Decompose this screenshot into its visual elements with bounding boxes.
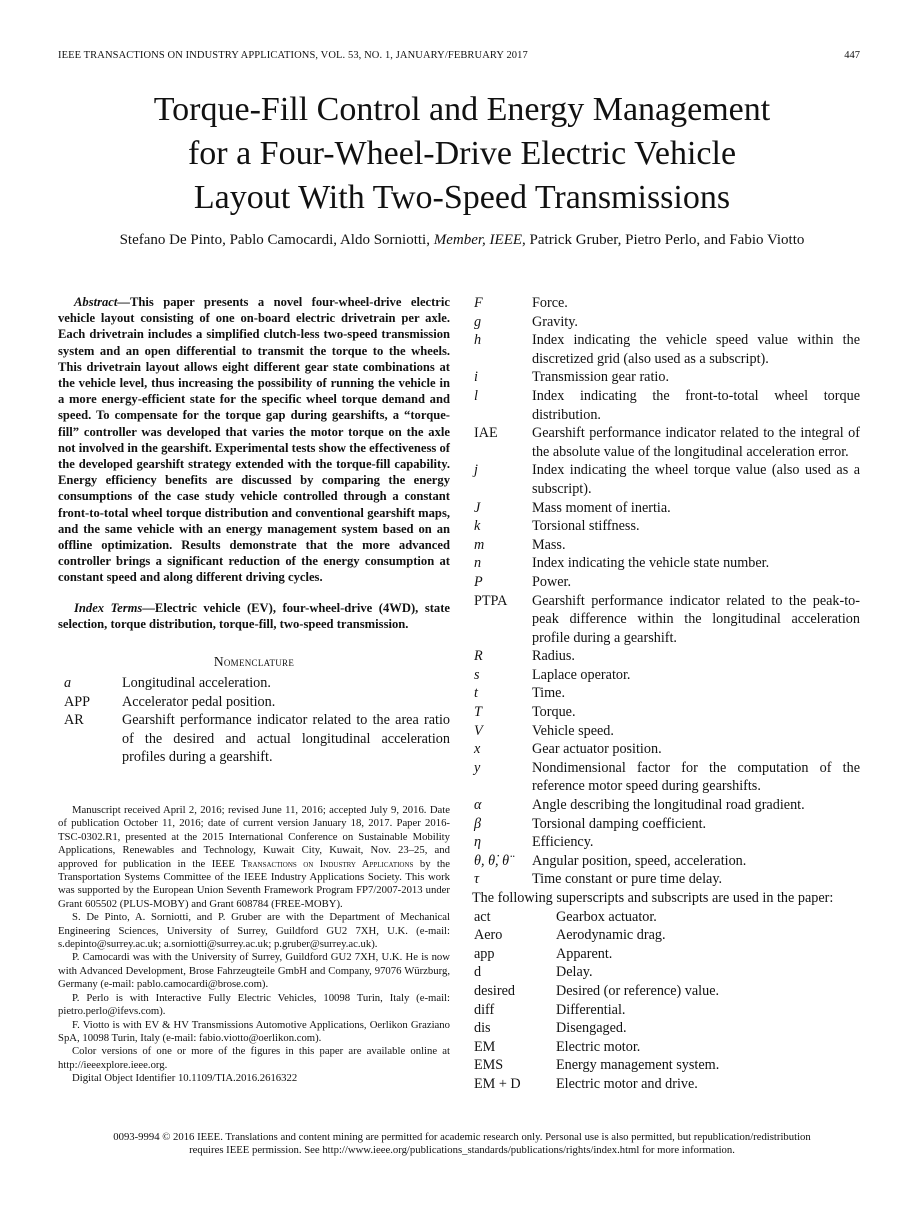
author-list: [40, 230, 884, 250]
nomenclature-row: [472, 796, 860, 815]
nomenclature-symbol: h: [474, 332, 482, 349]
nomenclature-symbol: i: [474, 369, 478, 386]
nomenclature-symbol: T: [474, 704, 482, 721]
nomenclature-row: [472, 536, 860, 555]
nomenclature-definition: Differential.: [556, 1001, 626, 1018]
nomenclature-definition: Energy management system.: [556, 1057, 720, 1074]
nomenclature-symbol: diff: [474, 1001, 495, 1018]
nomenclature-row: [472, 313, 860, 332]
nomenclature-list-right: [472, 294, 860, 889]
nomenclature-definition: Force.: [532, 295, 568, 311]
copyright-notice: [40, 1131, 884, 1158]
nomenclature-definition: Aerodynamic drag.: [556, 927, 666, 944]
nomenclature-symbol: j: [474, 462, 478, 479]
title-line-1: Torque-Fill Control and Energy Management: [153, 91, 771, 128]
abstract-label: Abstract—: [74, 295, 130, 309]
nomenclature-definition: Gearshift performance indicator related to the area ratio of the desired and actual longitudinal acceleration profiles during a gearshift.: [122, 712, 450, 766]
nomenclature-row: [472, 517, 860, 536]
nomenclature-symbol: V: [474, 722, 483, 739]
nomenclature-symbol: θ, θ̇, θ̈: [474, 852, 510, 869]
nomenclature-row: [58, 711, 450, 767]
nomenclature-row: [472, 499, 860, 518]
nomenclature-symbol: m: [474, 536, 485, 553]
footnote-perlo: P. Perlo is with Interactive Fully Electric Vehicles, 10098 Turin, Italy (e-mail: pietro.perlo@ifevs.com).: [58, 991, 450, 1018]
nomenclature-definition: Gravity.: [532, 313, 578, 330]
index-terms: [58, 600, 450, 632]
footnotes: [58, 804, 450, 1086]
nomenclature-definition: Gearshift performance indicator related to the peak-to-peak difference within the longitudinal acceleration profile during a gearshift.: [532, 592, 860, 646]
copyright-line-1: 0093-9994 © 2016 IEEE. Translations and content mining are permitted for academic research only. Personal use is also permitted, but republication/redistribution: [113, 1131, 811, 1143]
nomenclature-symbol: AR: [64, 712, 84, 729]
nomenclature-definition: Mass moment of inertia.: [532, 499, 671, 516]
copyright-line-2: requires IEEE permission. See http://www.ieee.org/publications_standards/publications/rights/index.html for more information.: [189, 1144, 735, 1157]
left-column: [58, 294, 450, 767]
nomenclature-row: [472, 554, 860, 573]
footnote-surrey: S. De Pinto, A. Sorniotti, and P. Gruber are with the Department of Mechanical Engineering Sciences, University of Surrey, Guildford GU2 7XH, U.K. (e-mail: s.depinto@surrey.ac.uk; a.sorniotti@surrey.ac.uk; p.gruber@surrey.ac.uk).: [58, 911, 450, 951]
nomenclature-row: [472, 852, 860, 871]
nomenclature-symbol: d: [474, 964, 482, 981]
nomenclature-symbol: P: [474, 573, 483, 590]
nomenclature-row: [472, 684, 860, 703]
nomenclature-definition: Longitudinal acceleration.: [122, 675, 271, 692]
nomenclature-symbol: F: [474, 295, 483, 311]
nomenclature-symbol: APP: [64, 693, 91, 710]
nomenclature-definition: Torsional damping coefficient.: [532, 815, 707, 832]
manuscript-journal: Transactions on Industry Applications: [241, 857, 414, 870]
nomenclature-symbol: s: [474, 666, 480, 683]
nomenclature-symbol: g: [474, 313, 482, 330]
footnote-manuscript: [58, 804, 450, 911]
nomenclature-definition: Desired (or reference) value.: [556, 982, 720, 999]
nomenclature-symbol: dis: [474, 1020, 491, 1037]
nomenclature-row: [472, 963, 860, 982]
nomenclature-definition: Nondimensional factor for the computation of the reference motor speed during gearshifts.: [532, 759, 860, 795]
nomenclature-row: [472, 647, 860, 666]
nomenclature-definition: Torque.: [532, 704, 576, 721]
nomenclature-definition: Delay.: [556, 964, 593, 981]
title-line-3: Layout With Two-Speed Transmissions: [193, 179, 731, 216]
nomenclature-definition: Power.: [532, 573, 572, 590]
nomenclature-symbol: PTPA: [474, 592, 508, 609]
nomenclature-row: [472, 722, 860, 741]
nomenclature-definition: Time.: [532, 685, 565, 702]
abstract-text: This paper presents a novel four-wheel-drive electric vehicle layout consisting of one on-board electric drivetrain per axle. Each drivetrain includes a simplified clutch-less two-speed transmission system and an open differential to transmit the torque to the wheels. This drivetrain layout allows eight different gear state combinations at the vehicle level, thus increasing the possibility of running the vehicle in a more energy-efficient state for the specific wheel torque demand and speed. To compensate for the torque gap during gearshifts, a “torque-fill” controller was developed that varies the motor torque on the axle not involved in the gearshift. Experimental tests show the effectiveness of the developed gearshift strategy extended with the torque-fill capability. Energy efficiency benefits are discussed by comparing the energy consumptions of the case study vehicle controlled through a constant front-to-total wheel torque distribution and conventional gearshift maps, and the same vehicle with an energy management system based on an offline optimization. Results demonstrate that the more advanced controller brings a significant reduction of the energy consumption at constant speed and along different driving cycles.: [58, 295, 450, 585]
nomenclature-symbol: l: [474, 387, 478, 404]
nomenclature-row: [472, 945, 860, 964]
nomenclature-row: [472, 1056, 860, 1075]
nomenclature-symbol: y: [474, 759, 481, 776]
nomenclature-symbol: β: [474, 815, 482, 832]
nomenclature-row: [472, 833, 860, 852]
nomenclature-symbol: J: [474, 499, 481, 516]
paper-title: [40, 88, 884, 220]
nomenclature-definition: Mass.: [532, 536, 566, 553]
nomenclature-symbol: act: [474, 908, 491, 925]
nomenclature-row: [472, 870, 860, 889]
nomenclature-definition: Gear actuator position.: [532, 741, 662, 758]
nomenclature-heading: Nomenclature: [213, 654, 295, 670]
member-ieee: Member, IEEE: [433, 232, 523, 248]
running-header: IEEE TRANSACTIONS ON INDUSTRY APPLICATIONS, VOL. 53, NO. 1, JANUARY/FEBRUARY 2017: [58, 50, 528, 61]
nomenclature-definition: Gearbox actuator.: [556, 908, 657, 925]
nomenclature-row: [472, 592, 860, 648]
footnote-camocardi: P. Camocardi was with the University of Surrey, Guildford GU2 7XH, U.K. He is now with Advanced Development, Brose Fahrzeugteile GmbH and Company, 97076 Würzburg, Germany (e-mail: pablo.camocardi@brose.com).: [58, 951, 450, 991]
nomenclature-symbol: η: [474, 834, 482, 851]
nomenclature-row: [472, 908, 860, 927]
nomenclature-row: [472, 387, 860, 424]
footnote-viotto: F. Viotto is with EV & HV Transmissions Automotive Applications, Oerlikon Graziano SpA, 10098 Turin, Italy (e-mail: fabio.viotto@oerlikon.com).: [58, 1018, 450, 1044]
nomenclature-symbol: IAE: [474, 425, 498, 442]
nomenclature-definition: Index indicating the front-to-total wheel torque distribution.: [532, 387, 860, 423]
nomenclature-row: [58, 693, 450, 712]
nomenclature-symbol: desired: [474, 982, 515, 999]
nomenclature-list-left: [58, 674, 450, 767]
nomenclature-symbol: Aero: [474, 927, 503, 944]
nomenclature-symbol: EMS: [474, 1057, 504, 1074]
nomenclature-symbol: EM + D: [474, 1075, 521, 1092]
nomenclature-row: [472, 368, 860, 387]
nomenclature-row: [472, 1038, 860, 1057]
subscripts-list: [472, 908, 860, 1094]
authors-after: , Patrick Gruber, Pietro Perlo, and Fabio Viotto: [522, 232, 805, 248]
nomenclature-symbol: t: [474, 685, 478, 702]
nomenclature-row: [472, 982, 860, 1001]
footnote-color: Color versions of one or more of the figures in this paper are available online at http://ieeexplore.ieee.org.: [58, 1045, 450, 1071]
nomenclature-definition: Disengaged.: [556, 1020, 627, 1037]
nomenclature-definition: Index indicating the vehicle speed value within the discretized grid (also used as a subscript).: [532, 332, 860, 367]
nomenclature-symbol: x: [474, 741, 481, 758]
nomenclature-row: [472, 294, 860, 313]
nomenclature-row: [472, 926, 860, 945]
nomenclature-definition: Angle describing the longitudinal road gradient.: [532, 797, 805, 814]
nomenclature-row: [472, 815, 860, 834]
index-terms-label: Index Terms—: [74, 600, 155, 615]
nomenclature-row: [472, 1019, 860, 1038]
nomenclature-definition: Index indicating the wheel torque value (also used as a subscript).: [532, 462, 860, 497]
nomenclature-definition: Laplace operator.: [532, 666, 631, 683]
authors-before: Stefano De Pinto, Pablo Camocardi, Aldo Sorniotti,: [119, 232, 430, 248]
nomenclature-definition: Index indicating the vehicle state number.: [532, 555, 770, 572]
nomenclature-row: [472, 573, 860, 592]
nomenclature-definition: Apparent.: [556, 945, 613, 962]
manuscript-text-b: by the Transportation Systems Committee of the IEEE Industry Applications Society. This work was supported by the European Union Seventh Framework Program FP7/2007-2013 under Grant 605502 (PLUS-MOBY) and Grant 608784 (FREE-MOBY).: [58, 857, 450, 910]
nomenclature-row: [58, 674, 450, 693]
abstract: [58, 294, 450, 586]
nomenclature-row: [472, 740, 860, 759]
nomenclature-symbol: α: [474, 797, 482, 814]
nomenclature-definition: Vehicle speed.: [532, 722, 614, 739]
nomenclature-definition: Gearshift performance indicator related to the integral of the absolute value of the longitudinal acceleration error.: [532, 425, 860, 460]
nomenclature-row: [472, 1001, 860, 1020]
nomenclature-symbol: n: [474, 555, 482, 572]
subscripts-intro: The following superscripts and subscripts are used in the paper:: [472, 890, 834, 906]
nomenclature-symbol: R: [474, 648, 483, 665]
nomenclature-definition: Angular position, speed, acceleration.: [532, 852, 747, 869]
nomenclature-definition: Radius.: [532, 648, 575, 665]
nomenclature-row: [472, 424, 860, 461]
nomenclature-row: [472, 666, 860, 685]
nomenclature-row: [472, 1075, 860, 1094]
nomenclature-definition: Time constant or pure time delay.: [532, 871, 723, 888]
page-number: 447: [844, 50, 860, 61]
nomenclature-definition: Transmission gear ratio.: [532, 369, 670, 386]
nomenclature-definition: Electric motor.: [556, 1038, 641, 1055]
nomenclature-row: [472, 461, 860, 498]
nomenclature-symbol: app: [474, 945, 495, 962]
manuscript-text-a: Manuscript received April 2, 2016; revised June 11, 2016; accepted July 9, 2016. Date of publication October 11, 2016; date of current version January 18, 2017. Paper 2016-TSC-0302.R1, presented at the 2015 International Conference on Sustainable Mobility Applications, Renewables and Technology, Kuwait City, Kuwait, Nov. 23–25, and approved for publication in the IEEE: [58, 804, 450, 870]
footnote-doi: Digital Object Identifier 10.1109/TIA.2016.2616322: [72, 1072, 298, 1085]
nomenclature-symbol: a: [64, 675, 72, 692]
right-column: [472, 294, 860, 1094]
nomenclature-symbol: k: [474, 518, 481, 535]
nomenclature-symbol: τ: [474, 871, 480, 888]
nomenclature-symbol: EM: [474, 1038, 496, 1055]
nomenclature-definition: Electric motor and drive.: [556, 1075, 698, 1092]
nomenclature-definition: Efficiency.: [532, 834, 594, 851]
nomenclature-definition: Accelerator pedal position.: [122, 693, 276, 710]
index-terms-text: Electric vehicle (EV), four-wheel-drive (4WD), state selection, torque distribution, torque-fill, two-speed transmission.: [58, 600, 450, 631]
nomenclature-row: [472, 759, 860, 796]
nomenclature-row: [472, 331, 860, 368]
nomenclature-definition: Torsional stiffness.: [532, 518, 640, 535]
title-line-2: for a Four-Wheel-Drive Electric Vehicle: [187, 135, 737, 172]
nomenclature-row: [472, 703, 860, 722]
